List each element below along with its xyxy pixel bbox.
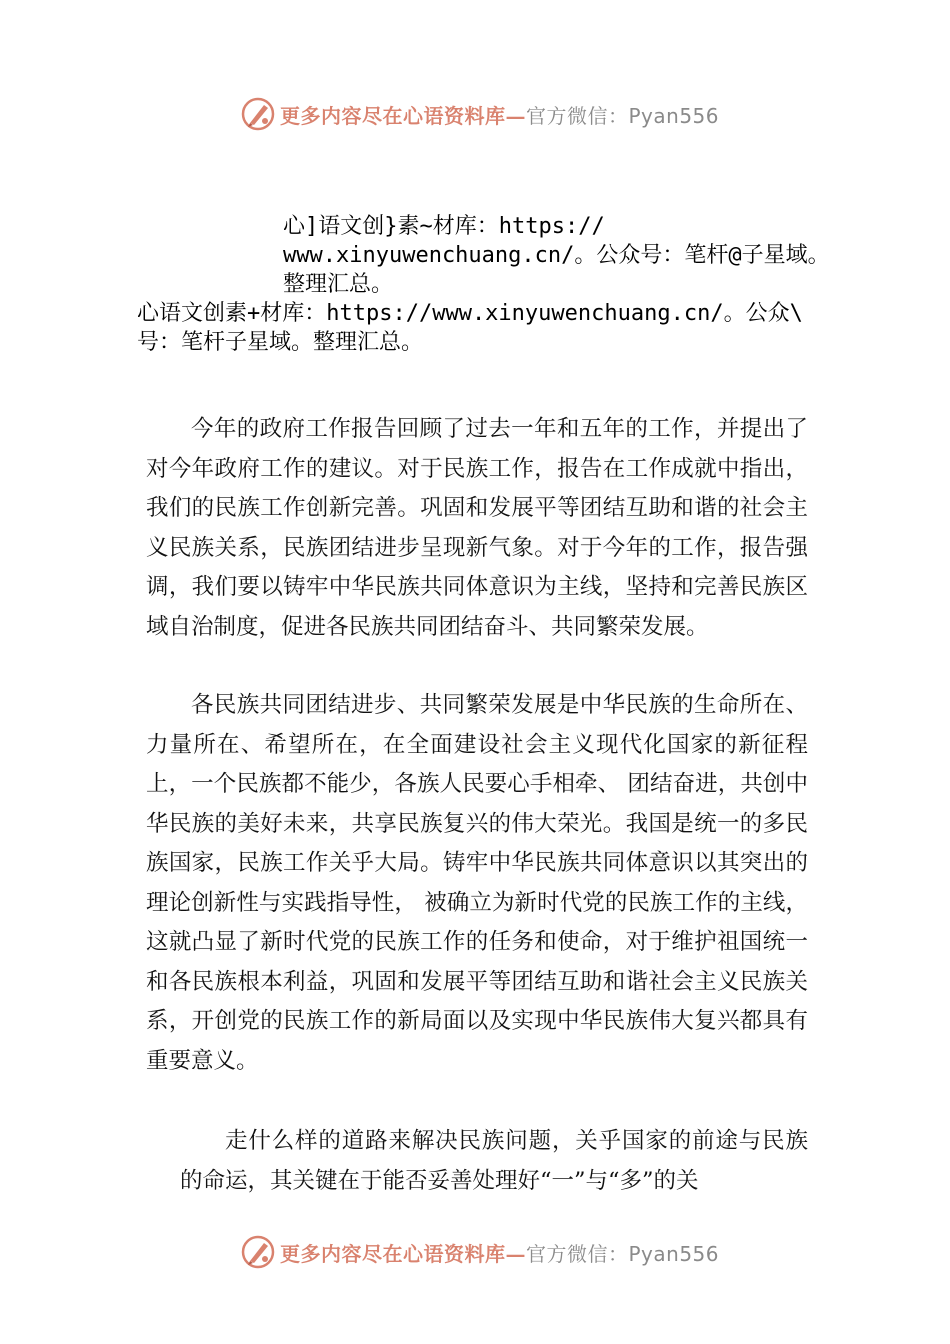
source-note-1-line: 心]语文创}素~材库：https:// xyxy=(283,214,605,239)
body-paragraph-1: 今年的政府工作报告回顾了过去一年和五年的工作，并提出了对今年政府工作的建议。对于民族工作，报告在工作成就中指出，我们的民族工作创新完善。巩固和发展平等团结互助和谐的社会主义民族关系，民族团结进步呈现新气象。对于今年的工作，报告强调，我们要以铸牢中华民族共同体意识为主线，坚持和完善民族区域自治制度，促进各民族共同团结奋斗、共同繁荣发展。 xyxy=(146,416,808,640)
banner-wechat: 官方微信：Pyan556 xyxy=(526,103,720,128)
banner-text xyxy=(280,100,719,129)
banner-wechat: 官方微信：Pyan556 xyxy=(526,1241,720,1266)
body-paragraph-3: 走什么样的道路来解决民族问题，关乎国家的前途与民族的命运，其关键在于能否妥善处理好“一”与“多”的关 xyxy=(180,1128,808,1194)
banner-separator: — xyxy=(505,1241,526,1266)
banner-text xyxy=(280,1238,719,1267)
banner-brand: 更多内容尽在心语资料库 xyxy=(280,103,506,128)
source-note-2 xyxy=(137,299,803,357)
footer-banner xyxy=(240,1232,760,1272)
source-note-1-line: 整理汇总。 xyxy=(283,272,394,297)
pen-logo-icon xyxy=(240,1234,276,1270)
banner-brand: 更多内容尽在心语资料库 xyxy=(280,1241,506,1266)
header-banner xyxy=(240,94,760,134)
source-note-2-line: 心语文创素+材库：https://www.xinyuwenchuang.cn/。公众\ xyxy=(137,301,803,326)
source-note-1 xyxy=(283,212,830,299)
banner-separator: — xyxy=(505,103,526,128)
pen-logo-icon xyxy=(240,96,276,132)
source-note-2-line: 号：笔杆子星域。整理汇总。 xyxy=(137,330,424,355)
body-paragraph-2: 各民族共同团结进步、共同繁荣发展是中华民族的生命所在、力量所在、希望所在，在全面建设社会主义现代化国家的新征程上，一个民族都不能少，各族人民要心手相牵、 团结奋进，共创中华民族的美好未来，共享民族复兴的伟大荣光。我国是统一的多民族国家，民族工作关乎大局。铸牢中华民族共同体意识以其突出的理论创新性与实践指导性， 被确立为新时代党的民族工作的主线，这就凸显了新时代党的民族工作的任务和使命，对于维护祖国统一和各民族根本利益，巩固和发展平等团结互助和谐社会主义民族关系，开创党的民族工作的新局面以及实现中华民族伟大复兴都具有重要意义。 xyxy=(146,692,808,1074)
source-note-1-line: www.xinyuwenchuang.cn/。公众号：笔杆@子星域。 xyxy=(283,243,830,268)
